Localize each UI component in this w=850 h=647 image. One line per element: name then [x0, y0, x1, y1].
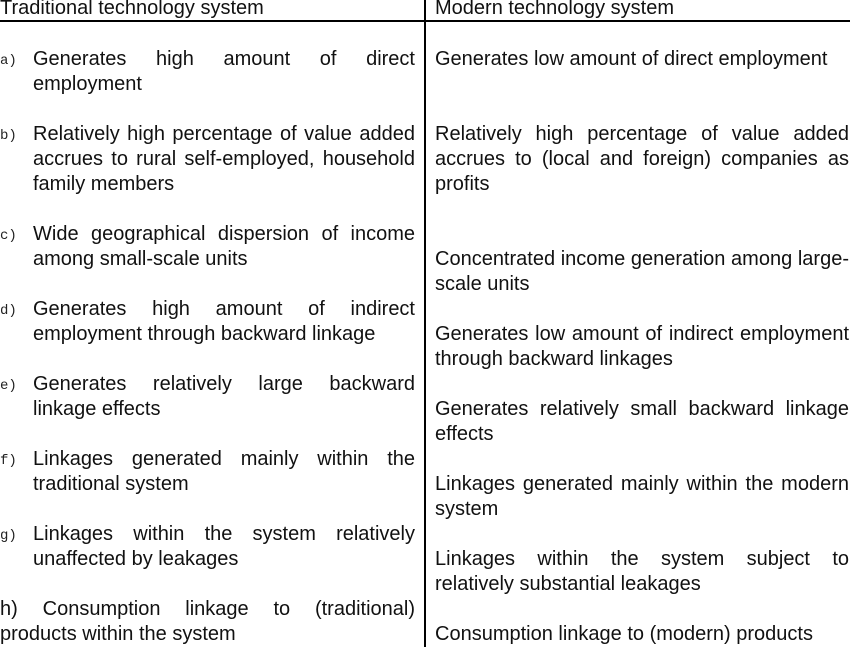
- row-letter-h: h): [0, 598, 18, 620]
- row-letter: d): [0, 303, 17, 319]
- traditional-cell: Generates high amount of indirect employment through backward linkage: [33, 298, 415, 345]
- header-traditional: Traditional technology system: [0, 0, 264, 19]
- traditional-cell-h: [0, 597, 415, 647]
- modern-cell: Generates low amount of direct employment: [435, 48, 828, 70]
- traditional-cell: Generates high amount of direct employment: [33, 48, 415, 95]
- modern-cell: Relatively high percentage of value added accrues to (local and foreign) companies as profits: [435, 123, 849, 195]
- row-letter: b): [0, 128, 17, 144]
- traditional-cell: Linkages within the system relatively unaffected by leakages: [33, 523, 415, 570]
- row-letter: f): [0, 453, 17, 469]
- row-letter: c): [0, 228, 17, 244]
- traditional-cell: Wide geographical dispersion of income among small-scale units: [33, 223, 415, 270]
- traditional-cell: Relatively high percentage of value added accrues to rural self-employed, household family members: [33, 123, 415, 195]
- header-modern: Modern technology system: [435, 0, 675, 19]
- modern-cell: Generates low amount of indirect employment through backward linkages: [435, 323, 849, 370]
- modern-cell: Concentrated income generation among large-scale units: [435, 248, 849, 295]
- traditional-cell: Linkages generated mainly within the traditional system: [33, 448, 415, 495]
- traditional-text-h: Consumption linkage to (traditional) products within the system: [0, 598, 416, 645]
- modern-cell: Generates relatively small backward linkage effects: [435, 398, 849, 445]
- traditional-cell: Generates relatively large backward linkage effects: [33, 373, 415, 420]
- column-divider: [424, 0, 426, 647]
- row-letter: e): [0, 378, 17, 394]
- row-letter: g): [0, 528, 17, 544]
- modern-cell: Consumption linkage to (modern) products: [435, 623, 813, 645]
- row-letter: a): [0, 53, 17, 69]
- modern-cell: Linkages within the system subject to relatively substantial leakages: [435, 548, 849, 595]
- modern-cell: Linkages generated mainly within the modern system: [435, 473, 849, 520]
